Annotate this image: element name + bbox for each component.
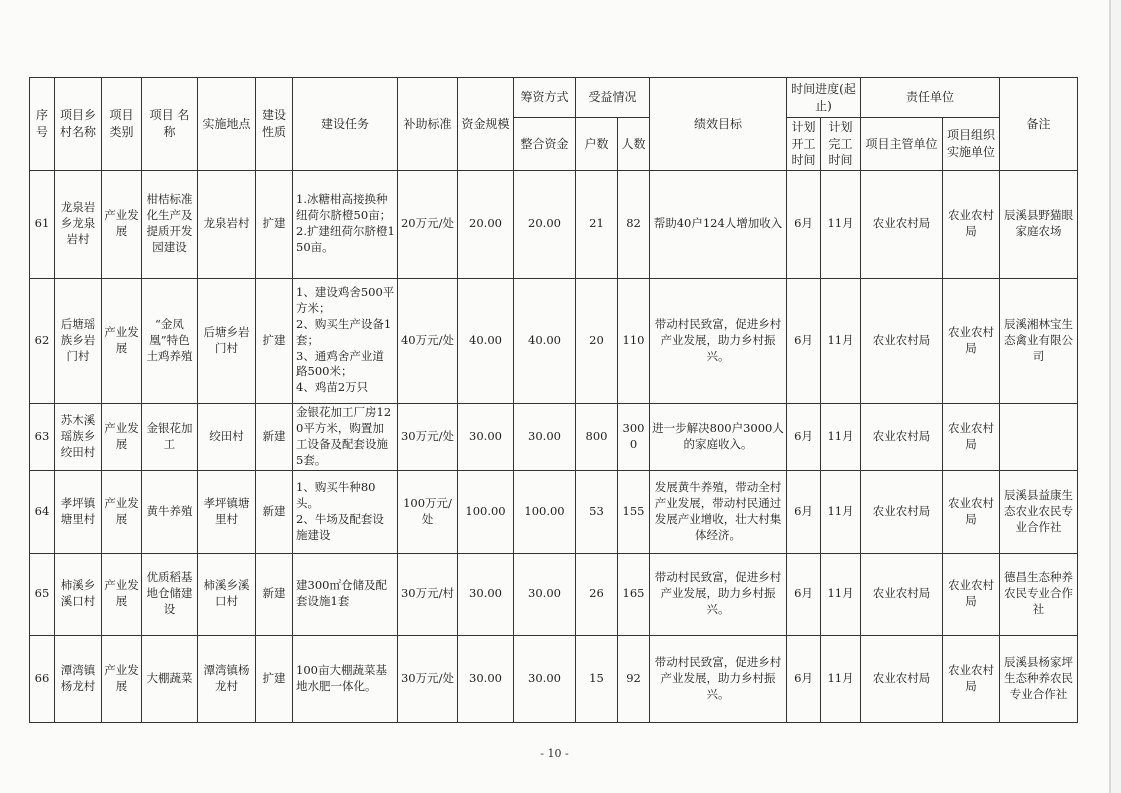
cell-village: 柿溪乡溪口村 xyxy=(55,553,102,635)
cell-supervisor: 农业农村局 xyxy=(861,553,943,635)
header-funding-integrated: 整合资金 xyxy=(514,118,576,171)
cell-start: 6月 xyxy=(787,278,821,403)
cell-people: 82 xyxy=(618,170,650,278)
header-task: 建设任务 xyxy=(293,78,398,171)
cell-supervisor: 农业农村局 xyxy=(861,470,943,553)
cell-start: 6月 xyxy=(787,470,821,553)
cell-people: 155 xyxy=(618,470,650,553)
cell-start: 6月 xyxy=(787,553,821,635)
cell-implementer: 农业农村局 xyxy=(943,470,1000,553)
header-village: 项目乡村名称 xyxy=(55,78,102,171)
cell-scale: 30.00 xyxy=(458,553,514,635)
cell-integrated: 100.00 xyxy=(514,470,576,553)
cell-integrated: 30.00 xyxy=(514,553,576,635)
cell-location: 潭湾镇杨龙村 xyxy=(198,635,256,722)
cell-category: 产业发展 xyxy=(102,278,142,403)
table-row xyxy=(30,635,1078,722)
header-category: 项目类别 xyxy=(102,78,142,171)
cell-remarks: 辰溪湘林宝生态禽业有限公司 xyxy=(1000,278,1078,403)
header-remarks: 备注 xyxy=(1000,78,1078,171)
header-seq: 序号 xyxy=(30,78,55,171)
cell-location: 绞田村 xyxy=(198,403,256,470)
cell-people: 92 xyxy=(618,635,650,722)
cell-project-name: 金银花加工 xyxy=(142,403,198,470)
cell-people: 110 xyxy=(618,278,650,403)
cell-end: 11月 xyxy=(821,278,861,403)
header-schedule: 时间进度(起止) xyxy=(787,78,861,118)
table-row xyxy=(30,553,1078,635)
cell-task: 1.冰糖柑高接换种纽荷尔脐橙50亩； 2.扩建纽荷尔脐橙150亩。 xyxy=(293,170,398,278)
header-implementer: 项目组织实施单位 xyxy=(943,118,1000,171)
cell-location: 柿溪乡溪口村 xyxy=(198,553,256,635)
cell-people: 165 xyxy=(618,553,650,635)
cell-supervisor: 农业农村局 xyxy=(861,278,943,403)
cell-supervisor: 农业农村局 xyxy=(861,403,943,470)
table-row xyxy=(30,470,1078,553)
cell-goal: 帮助40户124人增加收入 xyxy=(650,170,787,278)
cell-goal: 带动村民致富，促进乡村产业发展，助力乡村振兴。 xyxy=(650,278,787,403)
project-table xyxy=(29,77,1078,723)
cell-seq: 63 xyxy=(30,403,55,470)
cell-village: 潭湾镇杨龙村 xyxy=(55,635,102,722)
cell-village: 孝坪镇塘里村 xyxy=(55,470,102,553)
cell-goal: 带动村民致富，促进乡村产业发展，助力乡村振兴。 xyxy=(650,553,787,635)
cell-scale: 30.00 xyxy=(458,403,514,470)
cell-task: 100亩大棚蔬菜基地水肥一体化。 xyxy=(293,635,398,722)
header-benefit: 受益情况 xyxy=(576,78,650,118)
cell-households: 21 xyxy=(576,170,618,278)
cell-subsidy: 30万元/处 xyxy=(398,635,458,722)
table-row xyxy=(30,278,1078,403)
cell-remarks: 辰溪县野猫眼家庭农场 xyxy=(1000,170,1078,278)
header-funding: 筹资方式 xyxy=(514,78,576,118)
cell-households: 26 xyxy=(576,553,618,635)
cell-implementer: 农业农村局 xyxy=(943,278,1000,403)
cell-integrated: 20.00 xyxy=(514,170,576,278)
cell-remarks xyxy=(1000,403,1078,470)
cell-implementer: 农业农村局 xyxy=(943,553,1000,635)
header-scale: 资金规模 xyxy=(458,78,514,171)
cell-task: 1、建设鸡舍500平方米； 2、购买生产设备1套； 3、通鸡舍产业道路500米； 4、鸡苗2万只 xyxy=(293,278,398,403)
cell-subsidy: 30万元/处 xyxy=(398,403,458,470)
cell-location: 孝坪镇塘里村 xyxy=(198,470,256,553)
header-project-name: 项目 名称 xyxy=(142,78,198,171)
header-goal: 绩效目标 xyxy=(650,78,787,171)
cell-households: 800 xyxy=(576,403,618,470)
cell-project-name: 大棚蔬菜 xyxy=(142,635,198,722)
cell-category: 产业发展 xyxy=(102,470,142,553)
cell-category: 产业发展 xyxy=(102,170,142,278)
cell-supervisor: 农业农村局 xyxy=(861,635,943,722)
cell-start: 6月 xyxy=(787,403,821,470)
cell-nature: 扩建 xyxy=(256,278,293,403)
cell-end: 11月 xyxy=(821,170,861,278)
cell-category: 产业发展 xyxy=(102,403,142,470)
cell-goal: 带动村民致富，促进乡村产业发展，助力乡村振兴。 xyxy=(650,635,787,722)
cell-subsidy: 100万元/处 xyxy=(398,470,458,553)
cell-location: 后塘乡岩门村 xyxy=(198,278,256,403)
header-people: 人数 xyxy=(618,118,650,171)
cell-nature: 新建 xyxy=(256,403,293,470)
cell-start: 6月 xyxy=(787,170,821,278)
cell-end: 11月 xyxy=(821,470,861,553)
cell-end: 11月 xyxy=(821,553,861,635)
cell-seq: 65 xyxy=(30,553,55,635)
header-supervisor: 项目主管单位 xyxy=(861,118,943,171)
cell-remarks: 辰溪县杨家坪生态种养农民专业合作社 xyxy=(1000,635,1078,722)
cell-households: 53 xyxy=(576,470,618,553)
page-number: - 10 - xyxy=(540,747,569,760)
cell-remarks: 辰溪县益康生态农业农民专业合作社 xyxy=(1000,470,1078,553)
cell-project-name: 柑桔标准化生产及提质开发园建设 xyxy=(142,170,198,278)
cell-nature: 新建 xyxy=(256,470,293,553)
cell-seq: 61 xyxy=(30,170,55,278)
cell-subsidy: 20万元/处 xyxy=(398,170,458,278)
cell-subsidy: 30万元/村 xyxy=(398,553,458,635)
cell-task: 金银花加工厂房120平方米，购置加工设备及配套设施5套。 xyxy=(293,403,398,470)
cell-remarks: 德昌生态种养农民专业合作社 xyxy=(1000,553,1078,635)
header-subsidy: 补助标准 xyxy=(398,78,458,171)
cell-location: 龙泉岩村 xyxy=(198,170,256,278)
table-row xyxy=(30,170,1078,278)
header-end: 计划完工时间 xyxy=(821,118,861,171)
cell-people: 3000 xyxy=(618,403,650,470)
cell-goal: 进一步解决800户3000人的家庭收入。 xyxy=(650,403,787,470)
cell-implementer: 农业农村局 xyxy=(943,635,1000,722)
cell-subsidy: 40万元/处 xyxy=(398,278,458,403)
cell-village: 苏木溪瑶族乡绞田村 xyxy=(55,403,102,470)
cell-start: 6月 xyxy=(787,635,821,722)
cell-integrated: 40.00 xyxy=(514,278,576,403)
cell-village: 后塘瑶族乡岩门村 xyxy=(55,278,102,403)
cell-scale: 40.00 xyxy=(458,278,514,403)
header-households: 户数 xyxy=(576,118,618,171)
cell-task: 1、购买牛种80头。 2、牛场及配套设施建设 xyxy=(293,470,398,553)
cell-seq: 62 xyxy=(30,278,55,403)
cell-implementer: 农业农村局 xyxy=(943,403,1000,470)
cell-seq: 66 xyxy=(30,635,55,722)
cell-households: 15 xyxy=(576,635,618,722)
cell-nature: 扩建 xyxy=(256,635,293,722)
cell-seq: 64 xyxy=(30,470,55,553)
cell-goal: 发展黄牛养殖，带动全村产业发展，带动村民通过发展产业增收，壮大村集体经济。 xyxy=(650,470,787,553)
cell-project-name: “金凤凰”特色土鸡养殖 xyxy=(142,278,198,403)
cell-integrated: 30.00 xyxy=(514,635,576,722)
cell-implementer: 农业农村局 xyxy=(943,170,1000,278)
cell-supervisor: 农业农村局 xyxy=(861,170,943,278)
cell-scale: 30.00 xyxy=(458,635,514,722)
header-responsible: 责任单位 xyxy=(861,78,1000,118)
cell-task: 建300㎡仓储及配套设施1套 xyxy=(293,553,398,635)
header-nature: 建设性质 xyxy=(256,78,293,171)
cell-end: 11月 xyxy=(821,635,861,722)
cell-nature: 新建 xyxy=(256,553,293,635)
cell-project-name: 优质稻基地仓储建设 xyxy=(142,553,198,635)
cell-households: 20 xyxy=(576,278,618,403)
cell-village: 龙泉岩乡龙泉岩村 xyxy=(55,170,102,278)
cell-end: 11月 xyxy=(821,403,861,470)
cell-scale: 20.00 xyxy=(458,170,514,278)
cell-scale: 100.00 xyxy=(458,470,514,553)
cell-category: 产业发展 xyxy=(102,635,142,722)
cell-integrated: 30.00 xyxy=(514,403,576,470)
cell-category: 产业发展 xyxy=(102,553,142,635)
cell-project-name: 黄牛养殖 xyxy=(142,470,198,553)
header-start: 计划开工时间 xyxy=(787,118,821,171)
header-location: 实施地点 xyxy=(198,78,256,171)
table-row xyxy=(30,403,1078,470)
cell-nature: 扩建 xyxy=(256,170,293,278)
